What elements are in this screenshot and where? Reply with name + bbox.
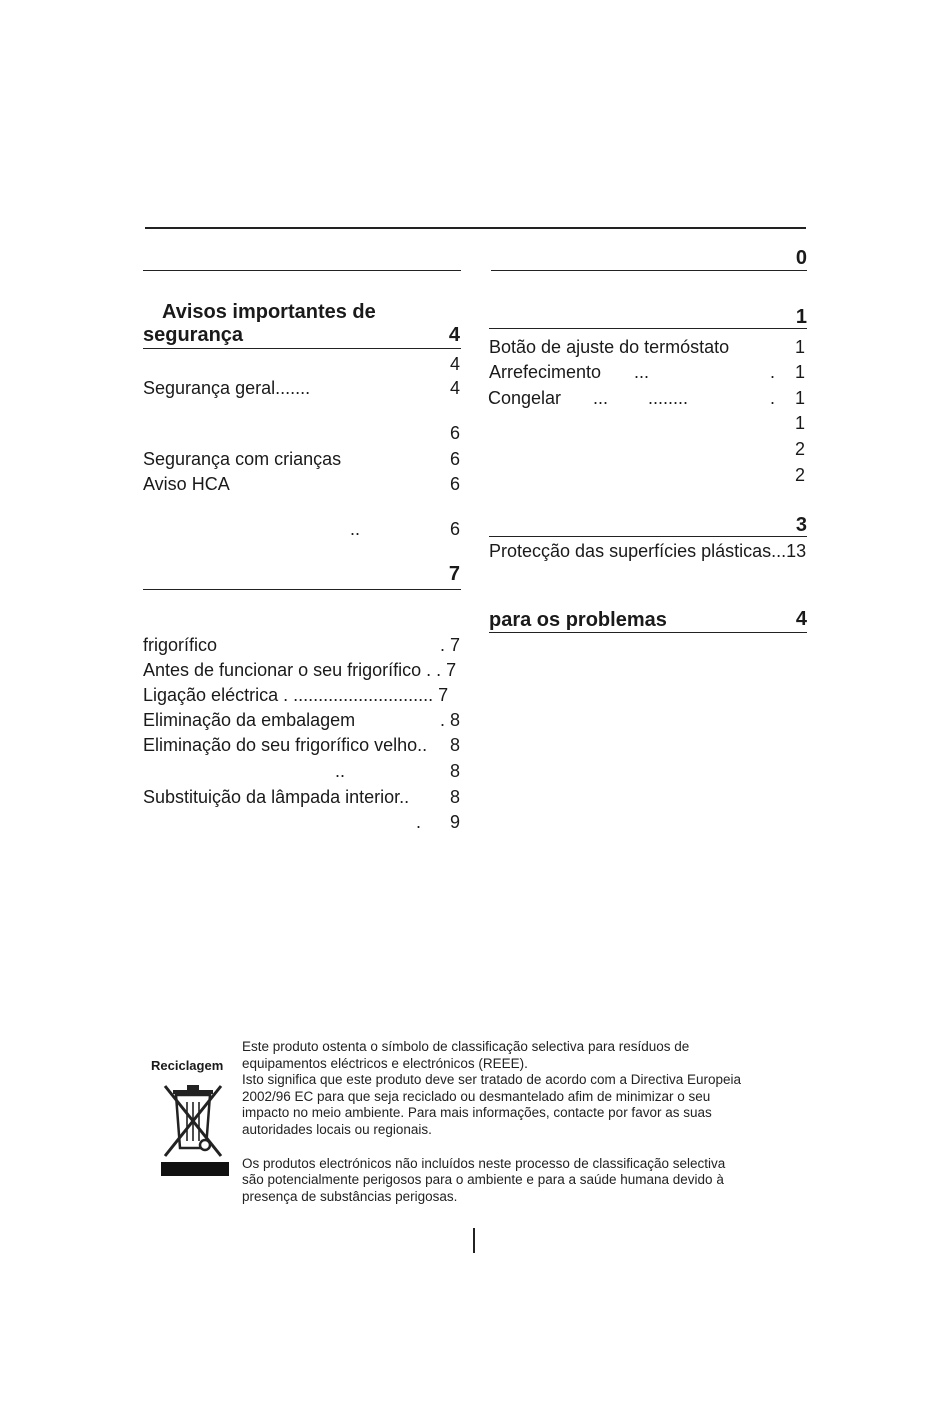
toc-entry: . — [416, 812, 422, 832]
toc-page: . 1 — [769, 362, 805, 382]
toc-entry: Antes de funcionar o seu frigorífico . . 7 — [143, 660, 457, 680]
toc-page: 6 — [449, 423, 460, 443]
toc-entry: Aviso HCA — [143, 474, 230, 494]
toc-page: 6 — [449, 449, 460, 469]
toc-page: 8 — [449, 735, 460, 755]
toc-page: . 7 — [439, 635, 460, 655]
section-heading-safety-line1: Avisos importantes de — [162, 301, 376, 323]
toc-page: 1 — [794, 413, 805, 433]
right-top-number: 0 — [795, 247, 807, 269]
toc-page: 2 — [794, 465, 805, 485]
toc-entry: .. — [350, 519, 361, 539]
toc-page: 4 — [449, 378, 460, 398]
section-number-right-1: 1 — [795, 306, 807, 328]
section-number-right-2: 3 — [795, 514, 807, 536]
toc-entry: Eliminação da embalagem — [143, 710, 356, 730]
toc-entry: Arrefecimento — [489, 362, 602, 382]
toc-dots: ... — [634, 362, 650, 382]
notice-line: presença de substâncias perigosas. — [242, 1188, 458, 1204]
toc-entry: frigorífico — [143, 635, 218, 655]
section-heading-safety-line2: segurança — [143, 324, 244, 346]
notice-line: autoridades locais ou regionais. — [242, 1121, 432, 1137]
safety-heading-rule — [143, 348, 461, 349]
toc-entry: Segurança com crianças — [143, 449, 342, 469]
section-number-left-2: 7 — [448, 563, 460, 585]
toc-entry: Eliminação do seu frigorífico velho.. — [143, 735, 428, 755]
toc-page: 4 — [449, 354, 460, 374]
toc-page: 6 — [449, 519, 460, 539]
section-heading-problems: para os problemas — [489, 609, 667, 631]
toc-entry: Congelar — [488, 388, 562, 408]
page-separator — [473, 1228, 475, 1253]
toc-page: 8 — [449, 787, 460, 807]
section-number-safety: 4 — [448, 324, 460, 346]
top-rule — [145, 227, 806, 229]
notice-line: equipamentos eléctricos e electrónicos (REEE). — [242, 1055, 528, 1071]
recycling-notice — [242, 1039, 812, 1205]
section-number-problems: 4 — [795, 608, 807, 630]
notice-line: são potencialmente perigosos para o ambiente e para a saúde humana devido à — [242, 1172, 724, 1188]
toc-page: 8 — [449, 761, 460, 781]
toc-page: 9 — [449, 812, 460, 832]
left-section-rule — [143, 270, 461, 271]
toc-dots: ... ........ — [593, 388, 689, 408]
notice-line: Os produtos electrónicos não incluídos neste processo de classificação selectiva — [242, 1155, 726, 1171]
recycling-label: Reciclagem — [151, 1058, 224, 1073]
right-section-rule — [491, 270, 807, 271]
notice-line: Isto significa que este produto deve ser tratado de acordo com a Directiva Europeia — [242, 1072, 742, 1088]
toc-page: 1 — [794, 337, 805, 357]
problems-heading-rule — [489, 632, 807, 633]
toc-entry: Protecção das superfícies plásticas...13 — [489, 541, 807, 561]
toc-page: 6 — [449, 474, 460, 494]
toc-page: 2 — [794, 439, 805, 459]
left-section2-rule — [143, 589, 461, 590]
toc-page: . 1 — [769, 388, 805, 408]
toc-entry: Botão de ajuste do termóstato — [489, 337, 730, 357]
crossed-out-wheelie-bin-icon — [159, 1078, 231, 1178]
toc-entry: Substituição da lâmpada interior.. — [143, 787, 410, 807]
toc-page: . 8 — [439, 710, 460, 730]
right-section1-rule — [489, 328, 807, 329]
toc-entry: Ligação eléctrica . ............................ 7 — [143, 685, 449, 705]
notice-line: 2002/96 EC para que seja reciclado ou desmantelado afim de minimizar o seu — [242, 1088, 711, 1104]
right-section2-rule — [489, 536, 807, 537]
notice-line: Este produto ostenta o símbolo de classificação selectiva para resíduos de — [242, 1039, 690, 1054]
notice-line: impacto no meio ambiente. Para mais informações, contacte por favor as suas — [242, 1105, 712, 1121]
toc-entry: .. — [335, 761, 346, 781]
toc-entry: Segurança geral....... — [143, 378, 311, 398]
